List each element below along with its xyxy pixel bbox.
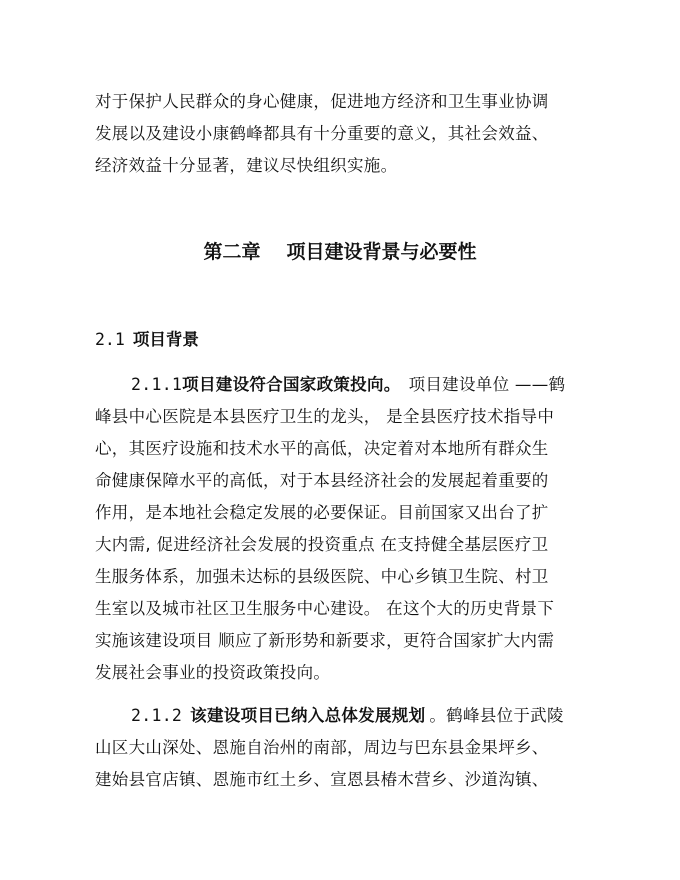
para1-heading: 项目建设符合国家政策投向。	[182, 375, 401, 394]
para1-line: 命健康保障水平的高低，对于本县经济社会的发展起着重要的	[95, 471, 549, 490]
para2-first-line	[131, 704, 564, 728]
intro-line-2: 发展以及建设小康鹤峰都具有十分重要的意义，其社会效益、	[95, 124, 549, 143]
para1-first-line-text: 项目建设单位 ——鹤	[408, 375, 566, 394]
chapter-title: 项目建设背景与必要性	[286, 241, 477, 263]
para1-line: 峰县中心医院是本县医疗卫生的龙头， 是全县医疗技术指导中	[95, 407, 555, 426]
para2-number: 2.1.2	[131, 706, 183, 725]
para1-line: 发展社会事业的投资政策投向。	[95, 663, 331, 682]
chapter-heading	[0, 238, 680, 266]
para2-heading: 该建设项目已纳入总体发展规划	[190, 706, 426, 725]
chapter-number: 第二章	[203, 241, 261, 263]
para1-line: 心，其医疗设施和技术水平的高低，决定着对本地所有群众生	[95, 439, 549, 458]
intro-line-1: 对于保护人民群众的身心健康，促进地方经济和卫生事业协调	[95, 92, 549, 111]
para1-line: 生服务体系，加强未达标的县级医院、中心乡镇卫生院、村卫	[95, 567, 549, 586]
para1-line: 实施该建设项目 顺应了新形势和新要求，更符合国家扩大内需	[95, 631, 555, 650]
para1-first-line	[131, 373, 565, 397]
para1-number: 2.1.1	[131, 375, 183, 394]
para2-line: 山区大山深处、恩施自治州的南部，周边与巴东县金果坪乡、	[95, 738, 549, 757]
para1-line: 大内需, 促进经济社会发展的投资重点 在支持健全基层医疗卫	[95, 535, 549, 554]
section-title: 项目背景	[132, 330, 199, 349]
section-heading	[95, 328, 199, 352]
intro-line-3: 经济效益十分显著，建议尽快组织实施。	[95, 156, 398, 175]
para2-first-line-text: 。鹤峰县位于武陵	[429, 706, 564, 725]
para1-line: 生室以及城市社区卫生服务中心建设。 在这个大的历史背景下	[95, 599, 555, 618]
para1-line: 作用，是本地社会稳定发展的必要保证。目前国家又出台了扩	[95, 503, 549, 522]
para2-line: 建始县官店镇、恩施市红土乡、宣恩县椿木营乡、沙道沟镇、	[95, 770, 549, 789]
section-number: 2.1	[95, 330, 125, 349]
